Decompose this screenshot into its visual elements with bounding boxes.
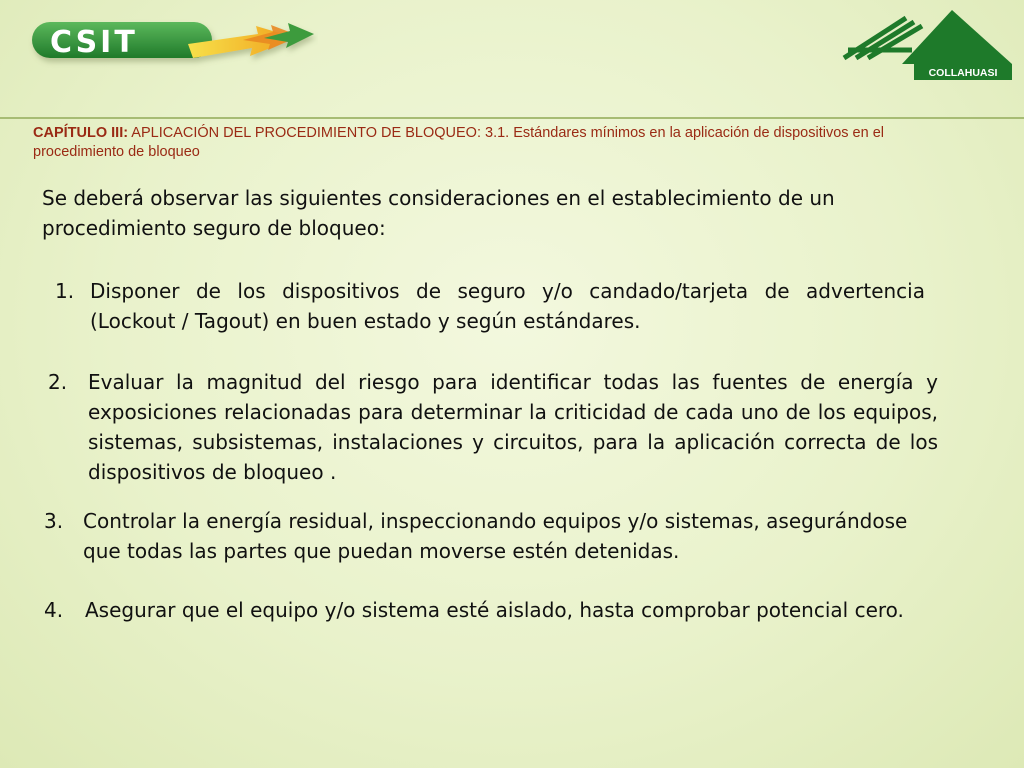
csit-logo: [28, 14, 318, 72]
list-item-number: 2.: [48, 370, 68, 394]
collahuasi-logo: [842, 6, 1012, 84]
chapter-label: CAPÍTULO III:: [33, 125, 129, 141]
chapter-title: APLICACIÓN DEL PROCEDIMIENTO DE BLOQUEO: 3.1. Estándares mínimos en la aplicación de dispositivos en el procedimiento de bloqueo: [33, 125, 884, 160]
list-item-text: Asegurar que el equipo y/o sistema esté aislado, hasta comprobar potencial cero.: [85, 598, 904, 622]
chapter-heading: [33, 124, 933, 162]
collahuasi-logo-text: COLLAHUASI: [928, 67, 998, 79]
list-item: [44, 595, 944, 625]
list-item-number: 3.: [44, 509, 64, 533]
list-item: [55, 276, 925, 336]
list-item-number: 4.: [44, 598, 64, 622]
list-item-text: Controlar la energía residual, inspeccionando equipos y/o sistemas, asegurándose que todas las partes que puedan moverse estén detenidas.: [83, 509, 908, 563]
list-item-number: 1.: [55, 279, 75, 303]
list-item: [48, 367, 938, 487]
list-item-text: Disponer de los dispositivos de seguro y/o candado/tarjeta de advertencia (Lockout / Tagout) en buen estado y según estándares.: [90, 279, 925, 333]
intro-paragraph: Se deberá observar las siguientes consideraciones en el establecimiento de un procedimiento seguro de bloqueo:: [42, 186, 835, 240]
csit-logo-text: CSIT: [50, 25, 138, 60]
list-item: [44, 506, 936, 566]
header-divider: [0, 117, 1024, 119]
list-item-text: Evaluar la magnitud del riesgo para identificar todas las fuentes de energía y exposiciones relacionadas para determinar la criticidad de cada uno de los equipos, sistemas, subsistemas, instalaciones y circuitos, para la aplicación correcta de los dispositivos de bloqueo .: [88, 370, 938, 484]
